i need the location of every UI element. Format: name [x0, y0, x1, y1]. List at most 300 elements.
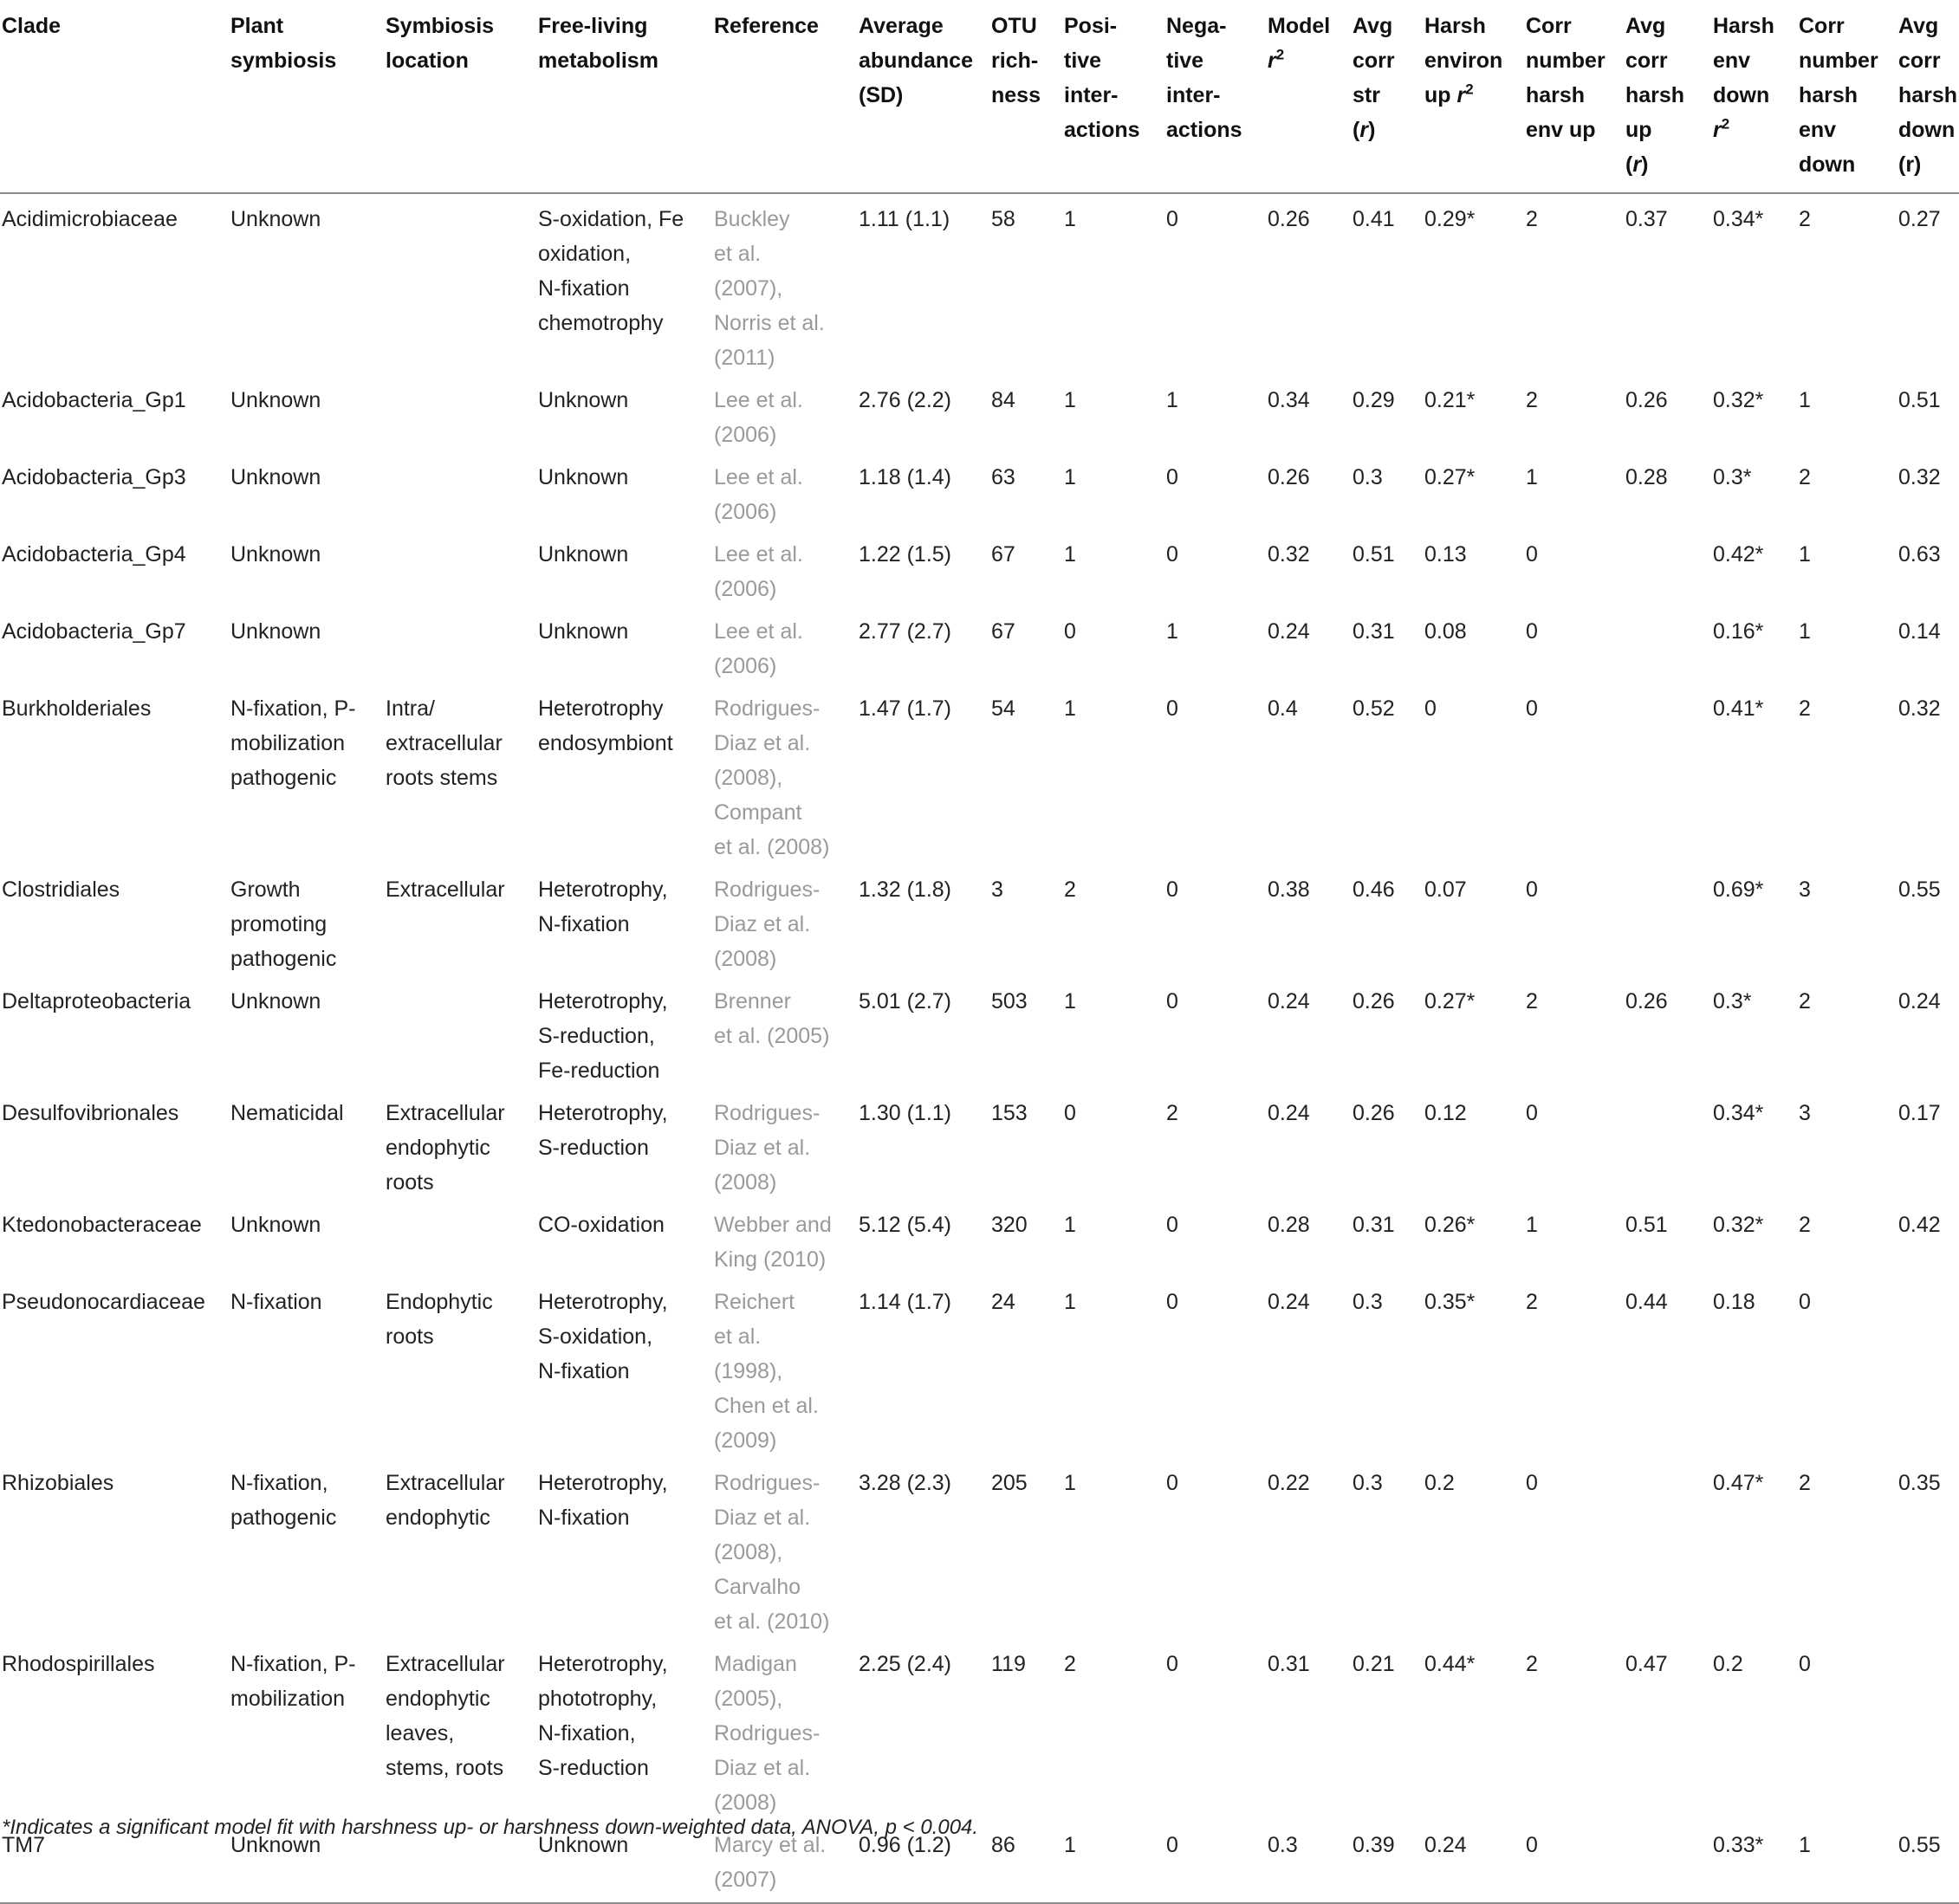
header-row [0, 0, 1959, 193]
cell-reference [714, 865, 859, 976]
cell-line: Norris et al. [714, 311, 825, 335]
cell-avg-corr-str: 0.21 [1352, 1652, 1395, 1676]
cell-line: Unknown [230, 989, 321, 1014]
cell-line: leaves, [386, 1721, 455, 1745]
table-header [0, 0, 1959, 193]
cell-otu-richness: 84 [991, 388, 1015, 412]
cell-line: Extracellular [386, 878, 505, 902]
cell-harsh-down-r2: 0.32* [1713, 388, 1764, 412]
header-harsh-environ-up-r2: Harsh environ up $r^2$ [1424, 14, 1503, 107]
cell-free-living [538, 193, 714, 375]
table-row [0, 193, 1959, 375]
cell-corr-harsh-down: 1 [1799, 619, 1811, 644]
cell-line: Madigan [714, 1652, 797, 1676]
cell-corr-harsh-down: 3 [1799, 878, 1811, 902]
cell-clade: Acidimicrobiaceae [2, 207, 178, 231]
cell-avg-corr-harsh-down: 0.32 [1898, 465, 1941, 489]
cell-line: Heterotrophy, [538, 1652, 668, 1676]
cell-line: Carvalho [714, 1575, 801, 1599]
cell-positive: 2 [1064, 878, 1076, 902]
cell-avg-abundance: 2.76 (2.2) [859, 388, 952, 412]
cell-corr-harsh-up: 0 [1526, 878, 1538, 902]
cell-negative: 0 [1166, 1652, 1178, 1676]
cell-avg-corr-harsh-up [1625, 1820, 1713, 1903]
cell-avg-corr-str: 0.31 [1352, 1213, 1395, 1237]
cell-reference [714, 375, 859, 452]
cell-corr-harsh-down: 1 [1799, 1833, 1811, 1857]
cell-positive: 1 [1064, 989, 1076, 1014]
cell-model-r2: 0.24 [1268, 1290, 1310, 1314]
cell-line: N-fixation [538, 912, 630, 936]
cell-avg-corr-str: 0.26 [1352, 989, 1395, 1014]
cell-otu-richness: 503 [991, 989, 1028, 1014]
cell-model-r2: 0.26 [1268, 465, 1310, 489]
cell-otu-richness: 205 [991, 1471, 1028, 1495]
cell-line: (2008) [714, 1791, 777, 1815]
cell-otu-richness: 119 [991, 1652, 1026, 1676]
cell-line: pathogenic [230, 1506, 337, 1530]
header-avg-corr-harsh-up: Avg corr harsh up (r) [1625, 14, 1685, 177]
header-corr-number-harsh-env-down: Corr number harsh env down [1799, 14, 1878, 177]
cell-avg-abundance: 1.32 (1.8) [859, 878, 952, 902]
header-negative-interactions: Nega- tive inter- actions [1166, 14, 1242, 142]
cell-avg-corr-harsh-up: 0.47 [1625, 1652, 1668, 1676]
cell-plant-symbiosis [230, 1088, 386, 1200]
cell-avg-corr-harsh-up [1625, 606, 1713, 683]
cell-corr-harsh-down: 1 [1799, 542, 1811, 567]
cell-avg-corr-harsh-up: 0.44 [1625, 1290, 1668, 1314]
cell-free-living [538, 1639, 714, 1820]
cell-line: Rodrigues- [714, 696, 821, 721]
cell-harsh-up-r2: 0.21* [1424, 388, 1476, 412]
cell-line: (2006) [714, 423, 777, 447]
cell-otu-richness: 67 [991, 619, 1015, 644]
cell-corr-harsh-down: 2 [1799, 696, 1811, 721]
cell-line: N-fixation [538, 1506, 630, 1530]
cell-positive: 0 [1064, 1101, 1076, 1125]
cell-symbiosis-location [386, 375, 538, 452]
cell-corr-harsh-up: 0 [1526, 696, 1538, 721]
cell-harsh-down-r2: 0.3* [1713, 989, 1752, 1014]
cell-line: (2008), [714, 766, 783, 790]
cell-harsh-down-r2: 0.34* [1713, 207, 1764, 231]
cell-avg-corr-harsh-up: 0.37 [1625, 207, 1668, 231]
cell-free-living [538, 1277, 714, 1458]
cell-line: endophytic [386, 1136, 490, 1160]
cell-symbiosis-location [386, 976, 538, 1088]
cell-negative: 1 [1166, 388, 1178, 412]
cell-avg-corr-harsh-up [1625, 683, 1713, 865]
cell-line: Brenner [714, 989, 791, 1014]
cell-line: Heterotrophy, [538, 1471, 668, 1495]
cell-line: Nematicidal [230, 1101, 344, 1125]
cell-corr-harsh-down: 2 [1799, 1213, 1811, 1237]
cell-line: S-reduction [538, 1136, 649, 1160]
cell-avg-corr-str: 0.29 [1352, 388, 1395, 412]
cell-line: Extracellular [386, 1101, 505, 1125]
cell-avg-corr-harsh-up [1625, 1088, 1713, 1200]
table-row [0, 1200, 1959, 1277]
header-plant-symbiosis: Plant symbiosis [230, 14, 337, 73]
cell-otu-richness: 86 [991, 1833, 1015, 1857]
cell-line: N-fixation [538, 276, 630, 301]
cell-line: mobilization [230, 731, 346, 755]
header-symbiosis-location: Symbiosis location [386, 14, 495, 73]
cell-line: Unknown [538, 465, 629, 489]
cell-line: Unknown [230, 465, 321, 489]
cell-avg-corr-str: 0.51 [1352, 542, 1395, 567]
cell-line: Extracellular [386, 1471, 505, 1495]
cell-avg-abundance: 0.96 (1.2) [859, 1833, 952, 1857]
cell-line: Heterotrophy, [538, 989, 668, 1014]
cell-otu-richness: 153 [991, 1101, 1028, 1125]
cell-positive: 1 [1064, 1213, 1076, 1237]
cell-line: pathogenic [230, 766, 337, 790]
cell-model-r2: 0.4 [1268, 696, 1298, 721]
cell-avg-corr-harsh-down: 0.32 [1898, 696, 1941, 721]
cell-plant-symbiosis [230, 606, 386, 683]
cell-symbiosis-location [386, 452, 538, 529]
cell-line: N-fixation [538, 1359, 630, 1383]
cell-positive: 1 [1064, 1290, 1076, 1314]
cell-reference [714, 529, 859, 606]
cell-line: (2006) [714, 577, 777, 601]
cell-line: Rodrigues- [714, 1101, 821, 1125]
cell-model-r2: 0.32 [1268, 542, 1310, 567]
cell-symbiosis-location [386, 1277, 538, 1458]
cell-line: (2009) [714, 1428, 777, 1453]
cell-negative: 2 [1166, 1101, 1178, 1125]
cell-otu-richness: 63 [991, 465, 1015, 489]
cell-line: Unknown [230, 207, 321, 231]
cell-symbiosis-location [386, 1088, 538, 1200]
cell-line: et al. [714, 1324, 762, 1349]
cell-free-living [538, 976, 714, 1088]
cell-line: Extracellular [386, 1652, 505, 1676]
cell-line: S-reduction [538, 1756, 649, 1780]
cell-avg-corr-str: 0.52 [1352, 696, 1395, 721]
cell-clade: Rhodospirillales [2, 1652, 155, 1676]
cell-reference [714, 1277, 859, 1458]
cell-free-living [538, 1088, 714, 1200]
header-clade: Clade [2, 14, 62, 38]
cell-line: promoting [230, 912, 328, 936]
cell-line: Heterotrophy [538, 696, 664, 721]
cell-symbiosis-location [386, 529, 538, 606]
cell-line: Unknown [230, 1833, 321, 1857]
table-row [0, 375, 1959, 452]
cell-line: N-fixation, [538, 1721, 636, 1745]
cell-free-living [538, 1200, 714, 1277]
cell-line: roots [386, 1170, 434, 1195]
cell-avg-abundance: 1.30 (1.1) [859, 1101, 952, 1125]
header-average-abundance: Average abundance (SD) [859, 14, 973, 107]
cell-reference [714, 606, 859, 683]
cell-clade: TM7 [2, 1833, 45, 1857]
cell-free-living [538, 1458, 714, 1639]
cell-corr-harsh-up: 0 [1526, 542, 1538, 567]
table-row [0, 1277, 1959, 1458]
cell-otu-richness: 3 [991, 878, 1003, 902]
cell-line: King (2010) [714, 1247, 827, 1272]
cell-harsh-down-r2: 0.2 [1713, 1652, 1743, 1676]
cell-avg-corr-str: 0.39 [1352, 1833, 1395, 1857]
cell-harsh-up-r2: 0.12 [1424, 1101, 1467, 1125]
cell-negative: 0 [1166, 465, 1178, 489]
cell-symbiosis-location [386, 683, 538, 865]
cell-clade: Acidobacteria_Gp1 [2, 388, 186, 412]
cell-harsh-down-r2: 0.41* [1713, 696, 1764, 721]
cell-harsh-down-r2: 0.34* [1713, 1101, 1764, 1125]
cell-harsh-down-r2: 0.18 [1713, 1290, 1755, 1314]
cell-line: Unknown [538, 542, 629, 567]
cell-line: extracellular [386, 731, 503, 755]
header-harsh-env-down-r2: Harsh env down $r^2$ [1713, 14, 1774, 142]
table-row [0, 1458, 1959, 1639]
cell-line: Lee et al. [714, 465, 803, 489]
cell-symbiosis-location [386, 1458, 538, 1639]
cell-negative: 1 [1166, 619, 1178, 644]
cell-avg-corr-harsh-down: 0.14 [1898, 619, 1941, 644]
cell-corr-harsh-up: 1 [1526, 1213, 1538, 1237]
header-model-r2: Model $r^2$ [1268, 14, 1331, 73]
header-reference: Reference [714, 14, 819, 38]
cell-avg-corr-str: 0.26 [1352, 1101, 1395, 1125]
cell-free-living [538, 375, 714, 452]
cell-avg-corr-harsh-down: 0.63 [1898, 542, 1941, 567]
cell-model-r2: 0.24 [1268, 989, 1310, 1014]
cell-corr-harsh-up: 2 [1526, 989, 1538, 1014]
cell-otu-richness: 54 [991, 696, 1015, 721]
cell-positive: 1 [1064, 465, 1076, 489]
cell-positive: 2 [1064, 1652, 1076, 1676]
cell-line: N-fixation [230, 1290, 322, 1314]
cell-model-r2: 0.24 [1268, 619, 1310, 644]
cell-model-r2: 0.22 [1268, 1471, 1310, 1495]
cell-plant-symbiosis [230, 683, 386, 865]
cell-line: S-oxidation, Fe [538, 207, 684, 231]
cell-line: N-fixation, P- [230, 1652, 356, 1676]
cell-plant-symbiosis [230, 452, 386, 529]
cell-line: (2005), [714, 1687, 783, 1711]
cell-line: Heterotrophy, [538, 878, 668, 902]
cell-line: (2011) [714, 346, 775, 370]
cell-line: Diaz et al. [714, 1136, 811, 1160]
cell-avg-abundance: 1.14 (1.7) [859, 1290, 952, 1314]
cell-avg-abundance: 1.47 (1.7) [859, 696, 952, 721]
cell-model-r2: 0.24 [1268, 1101, 1310, 1125]
table-row [0, 529, 1959, 606]
cell-reference [714, 683, 859, 865]
cell-line: Intra/ [386, 696, 435, 721]
cell-negative: 0 [1166, 989, 1178, 1014]
cell-line: Lee et al. [714, 619, 803, 644]
cell-harsh-up-r2: 0.24 [1424, 1833, 1467, 1857]
cell-negative: 0 [1166, 542, 1178, 567]
cell-harsh-up-r2: 0.08 [1424, 619, 1467, 644]
cell-line: (1998), [714, 1359, 783, 1383]
cell-otu-richness: 320 [991, 1213, 1028, 1237]
cell-clade: Desulfovibrionales [2, 1101, 179, 1125]
table-row [0, 683, 1959, 865]
cell-avg-corr-harsh-down: 0.55 [1898, 878, 1941, 902]
cell-harsh-up-r2: 0.27* [1424, 465, 1476, 489]
table-row [0, 976, 1959, 1088]
cell-free-living [538, 452, 714, 529]
cell-line: Diaz et al. [714, 731, 811, 755]
cell-avg-corr-harsh-down: 0.35 [1898, 1471, 1941, 1495]
cell-harsh-down-r2: 0.33* [1713, 1833, 1764, 1857]
cell-avg-corr-harsh-up: 0.26 [1625, 989, 1668, 1014]
cell-positive: 1 [1064, 542, 1076, 567]
cell-harsh-up-r2: 0.29* [1424, 207, 1476, 231]
header-positive-interactions: Posi- tive inter- actions [1064, 14, 1140, 142]
cell-corr-harsh-down: 1 [1799, 388, 1811, 412]
cell-corr-harsh-up: 0 [1526, 1101, 1538, 1125]
cell-negative: 0 [1166, 1471, 1178, 1495]
cell-plant-symbiosis [230, 1200, 386, 1277]
cell-avg-corr-harsh-down [1898, 1277, 1959, 1458]
cell-plant-symbiosis [230, 1277, 386, 1458]
table-row [0, 865, 1959, 976]
table-body [0, 193, 1959, 1903]
cell-line: Unknown [230, 388, 321, 412]
cell-reference [714, 1458, 859, 1639]
header-corr-number-harsh-env-up: Corr number harsh env up [1526, 14, 1605, 142]
cell-reference [714, 1639, 859, 1820]
header-avg-corr-str: Avg corr str (r) [1352, 14, 1395, 142]
cell-line: (2008) [714, 1170, 777, 1195]
cell-line: et al. (2005) [714, 1024, 830, 1048]
cell-plant-symbiosis [230, 1639, 386, 1820]
cell-harsh-up-r2: 0.26* [1424, 1213, 1476, 1237]
cell-harsh-up-r2: 0.13 [1424, 542, 1467, 567]
cell-line: Lee et al. [714, 542, 803, 567]
header-avg-corr-harsh-down: Avg corr harsh down (r) [1898, 14, 1958, 177]
cell-model-r2: 0.28 [1268, 1213, 1310, 1237]
cell-negative: 0 [1166, 1213, 1178, 1237]
cell-avg-corr-str: 0.41 [1352, 207, 1395, 231]
cell-free-living [538, 683, 714, 865]
cell-avg-corr-harsh-down: 0.24 [1898, 989, 1941, 1014]
cell-line: Marcy et al. [714, 1833, 827, 1857]
header-free-living-metabolism: Free-living metabolism [538, 14, 658, 73]
cell-corr-harsh-up: 2 [1526, 207, 1538, 231]
cell-symbiosis-location [386, 1639, 538, 1820]
cell-harsh-up-r2: 0.2 [1424, 1471, 1455, 1495]
cell-corr-harsh-down: 2 [1799, 1471, 1811, 1495]
cell-avg-abundance: 5.01 (2.7) [859, 989, 952, 1014]
cell-model-r2: 0.34 [1268, 388, 1310, 412]
cell-line: (2006) [714, 654, 777, 678]
cell-line: (2007) [714, 1868, 777, 1892]
cell-avg-corr-harsh-down: 0.42 [1898, 1213, 1941, 1237]
cell-line: (2007), [714, 276, 783, 301]
cell-avg-corr-harsh-up: 0.51 [1625, 1213, 1668, 1237]
cell-harsh-up-r2: 0.07 [1424, 878, 1467, 902]
cell-corr-harsh-up: 0 [1526, 1833, 1538, 1857]
cell-harsh-down-r2: 0.16* [1713, 619, 1764, 644]
cell-line: Fe-reduction [538, 1059, 660, 1083]
cell-avg-abundance: 2.25 (2.4) [859, 1652, 952, 1676]
cell-avg-corr-harsh-up [1625, 865, 1713, 976]
cell-line: roots stems [386, 766, 498, 790]
cell-reference [714, 452, 859, 529]
cell-avg-corr-str: 0.46 [1352, 878, 1395, 902]
cell-avg-abundance: 1.22 (1.5) [859, 542, 952, 567]
cell-avg-abundance: 2.77 (2.7) [859, 619, 952, 644]
cell-symbiosis-location [386, 606, 538, 683]
cell-avg-corr-harsh-down: 0.55 [1898, 1833, 1941, 1857]
cell-avg-corr-harsh-up: 0.28 [1625, 465, 1668, 489]
cell-corr-harsh-down: 2 [1799, 207, 1811, 231]
cell-avg-corr-harsh-up: 0.26 [1625, 388, 1668, 412]
footnote: *Indicates a significant model fit with harshness up- or harshness down-weighted data, ANOVA, p < 0.004. [2, 1816, 979, 1839]
cell-corr-harsh-down: 0 [1799, 1652, 1811, 1676]
cell-line: pathogenic [230, 947, 337, 971]
cell-reference [714, 1200, 859, 1277]
cell-line: et al. (2008) [714, 835, 830, 859]
cell-avg-abundance: 5.12 (5.4) [859, 1213, 952, 1237]
cell-negative: 0 [1166, 207, 1178, 231]
cell-harsh-up-r2: 0.27* [1424, 989, 1476, 1014]
cell-free-living [538, 865, 714, 976]
cell-avg-corr-str: 0.3 [1352, 1471, 1383, 1495]
cell-reference [714, 193, 859, 375]
cell-positive: 1 [1064, 696, 1076, 721]
cell-corr-harsh-down: 3 [1799, 1101, 1811, 1125]
cell-free-living [538, 606, 714, 683]
cell-line: Chen et al. [714, 1394, 819, 1418]
cell-line: Diaz et al. [714, 1506, 811, 1530]
cell-corr-harsh-down: 0 [1799, 1290, 1811, 1314]
cell-clade: Pseudonocardiaceae [2, 1290, 205, 1314]
cell-line: Diaz et al. [714, 912, 811, 936]
cell-harsh-up-r2: 0.44* [1424, 1652, 1476, 1676]
cell-avg-corr-str: 0.3 [1352, 1290, 1383, 1314]
cell-line: endosymbiont [538, 731, 673, 755]
cell-corr-harsh-up: 2 [1526, 1290, 1538, 1314]
cell-clade: Acidobacteria_Gp3 [2, 465, 186, 489]
cell-line: Unknown [538, 619, 629, 644]
cell-clade: Clostridiales [2, 878, 120, 902]
cell-avg-corr-harsh-down: 0.27 [1898, 207, 1941, 231]
cell-line: Growth [230, 878, 301, 902]
cell-line: Unknown [230, 619, 321, 644]
cell-line: Unknown [538, 1833, 629, 1857]
cell-avg-corr-str: 0.3 [1352, 465, 1383, 489]
cell-negative: 0 [1166, 1833, 1178, 1857]
table-row [0, 1088, 1959, 1200]
cell-reference [714, 1088, 859, 1200]
cell-line: mobilization [230, 1687, 346, 1711]
cell-line: Endophytic [386, 1290, 493, 1314]
cell-corr-harsh-up: 0 [1526, 619, 1538, 644]
cell-line: (2006) [714, 500, 777, 524]
cell-clade: Burkholderiales [2, 696, 152, 721]
cell-line: Rodrigues- [714, 1471, 821, 1495]
cell-harsh-down-r2: 0.42* [1713, 542, 1764, 567]
cell-harsh-down-r2: 0.32* [1713, 1213, 1764, 1237]
cell-plant-symbiosis [230, 193, 386, 375]
cell-line: Rodrigues- [714, 1721, 821, 1745]
cell-clade: Rhizobiales [2, 1471, 114, 1495]
cell-avg-corr-str: 0.31 [1352, 619, 1395, 644]
cell-avg-abundance: 1.11 (1.1) [859, 207, 950, 231]
cell-line: N-fixation, [230, 1471, 328, 1495]
cell-line: Unknown [230, 542, 321, 567]
cell-harsh-down-r2: 0.47* [1713, 1471, 1764, 1495]
